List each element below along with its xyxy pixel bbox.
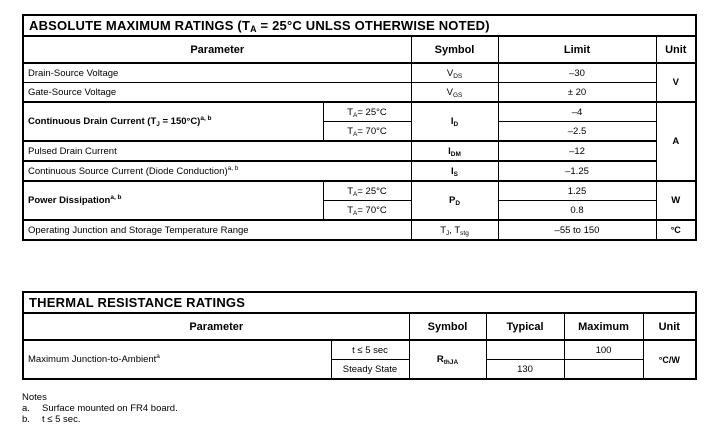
typical-cell bbox=[486, 340, 564, 360]
symbol-cell: $T_J$, $T_{stg}$ bbox=[411, 220, 498, 240]
symbol-cell: $I_S$ bbox=[411, 161, 498, 181]
limit-cell: –2.5 bbox=[498, 122, 656, 142]
condition-cell: Steady State bbox=[331, 360, 409, 380]
symbol-cell: $V_{GS}$ bbox=[411, 83, 498, 103]
typical-cell: 130 bbox=[486, 360, 564, 380]
thermal-header-row bbox=[23, 313, 696, 340]
row-gate-source-voltage bbox=[23, 83, 696, 103]
row-continuous-source-current bbox=[23, 161, 696, 181]
condition-cell: $T_A= 70^\circ C$ bbox=[323, 122, 411, 142]
symbol-cell: $V_{DS}$ bbox=[411, 63, 498, 83]
symbol-cell: $P_D$ bbox=[411, 181, 498, 220]
condition-cell: $T_A= 25^\circ C$ bbox=[323, 102, 411, 122]
param-cell: Operating Junction and Storage Temperature Range bbox=[23, 220, 411, 240]
header-limit: Limit bbox=[498, 36, 656, 63]
param-cell: Maximum Junction-to-Ambient$^a$ bbox=[23, 340, 331, 379]
header-symbol: Symbol bbox=[411, 36, 498, 63]
limit-cell: –1.25 bbox=[498, 161, 656, 181]
limit-cell: 0.8 bbox=[498, 201, 656, 221]
unit-cell-temperature: °C bbox=[656, 220, 696, 240]
abs-max-header-row bbox=[23, 36, 696, 63]
symbol-cell: $I_D$ bbox=[411, 102, 498, 141]
header-maximum: Maximum bbox=[564, 313, 643, 340]
header-symbol: Symbol bbox=[409, 313, 486, 340]
abs-max-title-row bbox=[23, 15, 696, 36]
thermal-title-row bbox=[23, 292, 696, 313]
row-operating-temp-range bbox=[23, 220, 696, 240]
limit-cell: –55 to 150 bbox=[498, 220, 656, 240]
condition-cell: t ≤ 5 sec bbox=[331, 340, 409, 360]
header-typical: Typical bbox=[486, 313, 564, 340]
limit-cell: ± 20 bbox=[498, 83, 656, 103]
row-power-dissipation-25c bbox=[23, 181, 696, 201]
param-cell: Power Dissipation$^{a, b}$ bbox=[23, 181, 323, 220]
condition-cell: $T_A= 25^\circ C$ bbox=[323, 181, 411, 201]
tables-gap bbox=[22, 241, 697, 291]
header-parameter: Parameter bbox=[23, 36, 411, 63]
param-cell: Continuous Source Current (Diode Conduction)$^{a, b}$ bbox=[23, 161, 411, 181]
unit-cell-voltage: V bbox=[656, 63, 696, 102]
note-text: Surface mounted on FR4 board. bbox=[42, 403, 178, 414]
note-label: b. bbox=[22, 414, 30, 425]
notes-heading: Notes bbox=[22, 392, 47, 403]
unit-cell-power: W bbox=[656, 181, 696, 220]
param-cell: Gate-Source Voltage bbox=[23, 83, 411, 103]
param-cell: Continuous Drain Current $(T_J = 150^\circ C)^{a, b}$ bbox=[23, 102, 323, 141]
symbol-cell: $R_{thJA}$ bbox=[409, 340, 486, 379]
row-junction-to-ambient-t5 bbox=[23, 340, 696, 360]
unit-cell-current: A bbox=[656, 102, 696, 181]
note-b bbox=[22, 414, 697, 425]
note-text: t ≤ 5 sec. bbox=[42, 414, 81, 425]
limit-cell: 1.25 bbox=[498, 181, 656, 201]
limit-cell: –12 bbox=[498, 141, 656, 161]
header-parameter: Parameter bbox=[23, 313, 409, 340]
symbol-cell: $I_{DM}$ bbox=[411, 141, 498, 161]
maximum-cell bbox=[564, 360, 643, 380]
param-cell: Drain-Source Voltage bbox=[23, 63, 411, 83]
param-cell: Pulsed Drain Current bbox=[23, 141, 411, 161]
condition-cell: $T_A= 70^\circ C$ bbox=[323, 201, 411, 221]
header-unit: Unit bbox=[643, 313, 696, 340]
thermal-resistance-ratings-table bbox=[22, 291, 697, 380]
row-drain-source-voltage bbox=[23, 63, 696, 83]
header-unit: Unit bbox=[656, 36, 696, 63]
limit-cell: –30 bbox=[498, 63, 656, 83]
limit-cell: –4 bbox=[498, 102, 656, 122]
notes-section bbox=[22, 392, 697, 425]
row-continuous-drain-current-25c bbox=[23, 102, 696, 122]
note-a bbox=[22, 403, 697, 414]
unit-cell: °C/W bbox=[643, 340, 696, 379]
row-pulsed-drain-current bbox=[23, 141, 696, 161]
thermal-table-title: THERMAL RESISTANCE RATINGS bbox=[23, 292, 696, 313]
maximum-cell: 100 bbox=[564, 340, 643, 360]
absolute-maximum-ratings-table bbox=[22, 14, 697, 241]
abs-max-table-title: ABSOLUTE MAXIMUM RATINGS ($T_A = 25^\circ C$ UNLSS OTHERWISE NOTED) bbox=[23, 15, 696, 36]
note-label: a. bbox=[22, 403, 30, 414]
